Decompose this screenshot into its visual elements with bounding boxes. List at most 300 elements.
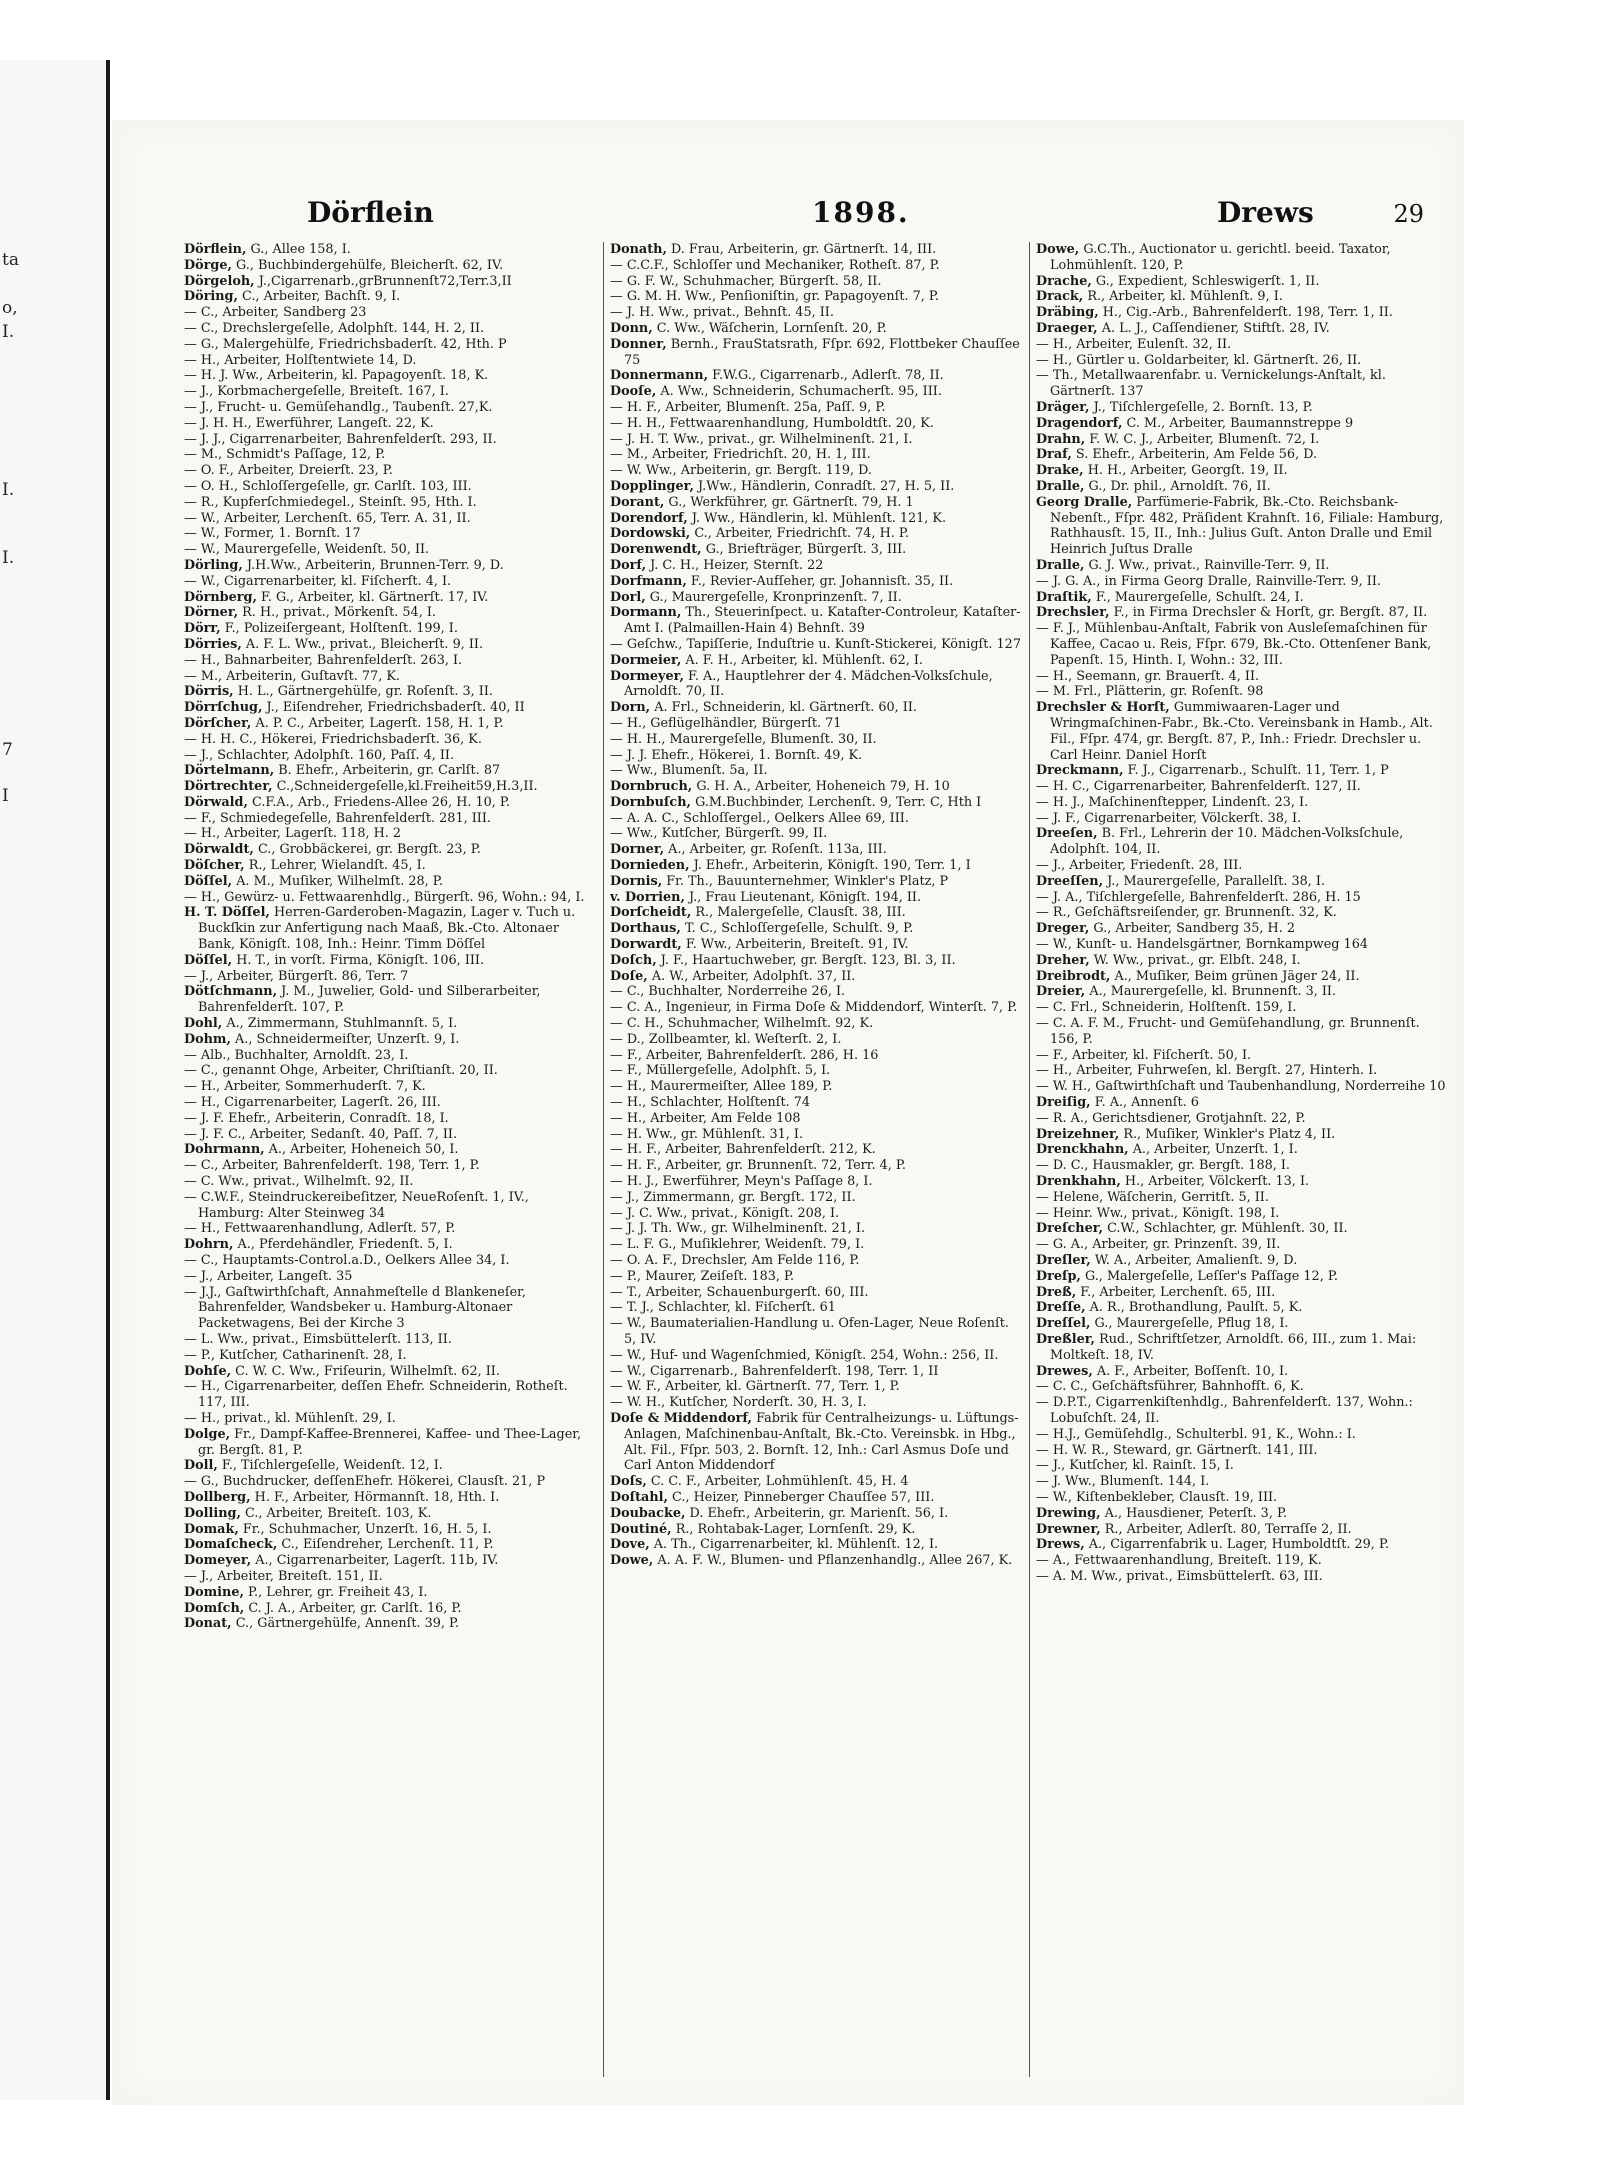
book-spine [106,60,110,2100]
entry-surname: Döſcher, [184,858,245,874]
directory-entry [1036,1190,1448,1206]
directory-entry [610,984,1022,1000]
entry-details: — Geſchw., Tapiſſerie, Induſtrie u. Kunſt-Stickerei, Königſt. 127 [610,636,1021,652]
entry-details: — J.J., Gaſtwirthſchaft, Annahmeſtelle d Blankeneſer, Bahrenfelder, Wandsbeker u. Hamburg-Altonaer Packetwagens, Bei der Kirche 3 [184,1284,526,1332]
directory-entry [610,542,1022,558]
entry-details: F. Ww., Arbeiterin, Breiteſt. 91, IV. [685,937,909,953]
directory-entry [1036,1142,1448,1158]
entry-details: — H.J., Gemüſehdlg., Schulterbl. 91, K., Wohn.: I. [1036,1426,1356,1442]
directory-entry [610,1537,1022,1553]
entry-details: G. J. Ww., privat., Rainville-Terr. 9, II. [1088,557,1330,573]
directory-entry [1036,1537,1448,1553]
directory-entry [1036,400,1448,416]
entry-details: C. M., Arbeiter, Baumannstreppe 9 [1126,415,1354,431]
entry-details: J., Tiſchlergeſelle, 2. Bornſt. 13, P. [1093,399,1313,415]
entry-details: J. F., Haartuchweber, gr. Bergſt. 123, Bl. 3, II. [660,952,956,968]
directory-entry [610,1221,1022,1237]
entry-details: A., Cigarrenarbeiter, Lagerſt. 11b, IV. [255,1553,499,1569]
directory-entry [184,953,596,969]
directory-entry [1036,795,1448,811]
directory-columns [184,242,1448,2082]
entry-details: — J. A., Tiſchlergeſelle, Bahrenfelderſt. 286, H. 15 [1036,889,1361,905]
directory-entry [610,1269,1022,1285]
directory-entry [1036,1569,1448,1585]
entry-surname: Dötſchmann, [184,984,278,1000]
entry-details: — O. H., Schloſſergeſelle, gr. Carlſt. 103, III. [184,478,472,494]
directory-entry [1036,1443,1448,1459]
directory-entry [1036,779,1448,795]
entry-details: A., Zimmermann, Stuhlmannſt. 5, I. [226,1016,458,1032]
directory-entry [184,684,596,700]
directory-entry [1036,700,1448,763]
directory-entry [610,1127,1022,1143]
entry-surname: Doſs, [610,1474,647,1490]
entry-details: G., Maurergeſelle, Kronprinzenſt. 7, II. [649,589,902,605]
directory-entry [184,1158,596,1174]
directory-entry [184,1506,596,1522]
directory-entry [1036,1016,1448,1048]
directory-entry [184,274,596,290]
directory-entry [610,1553,1022,1569]
entry-details: D. Ehefr., Arbeiterin, gr. Marienſt. 56, I. [689,1505,949,1521]
entry-details: — C.W.F., Steindruckereibeſitzer, NeueRoſenſt. 1, IV., Hamburg: Alter Steinweg 34 [184,1189,529,1221]
entry-surname: Dreckmann, [1036,763,1124,779]
directory-entry [1036,1458,1448,1474]
entry-details: — J. C. Ww., privat., Königſt. 208, I. [610,1205,840,1221]
directory-entry [184,337,596,353]
entry-details: — F., Schmiedegeſelle, Bahrenfelderſt. 281, III. [184,810,491,826]
directory-entry [610,1032,1022,1048]
entry-details: B. Frl., Lehrerin der 10. Mädchen-Volksſchule, Adolphſt. 104, II. [1050,826,1404,858]
entry-details: Gummiwaaren-Lager und Wringmaſchinen-Fabr., Bk.-Cto. Vereinsbank in Hamb., Alt. Fil., Fſpr. 474, gr. Bergſt. 87, P., Inh.: Friedr. Drechsler u. Carl Heinr. Daniel Horſt [1050,700,1433,763]
entry-details: C., Heizer, Pinneberger Chauſſee 57, III. [672,1489,935,1505]
entry-details: G.C.Th., Auctionator u. gerichtl. beeid. Taxator, Lohmühlenſt. 120, P. [1050,242,1391,273]
entry-surname: Dohrn, [184,1237,234,1253]
entry-surname: Dorſcheidt, [610,905,692,921]
entry-details: F., Polizeiſergeant, Holſtenſt. 199, I. [224,621,458,637]
entry-details: — R., Kupferſchmiedegel., Steinſt. 95, Hth. I. [184,494,477,510]
entry-details: — H., Arbeiter, Am Felde 108 [610,1110,801,1126]
entry-surname: Dräger, [1036,399,1090,415]
prev-fragment: 7 [2,740,13,760]
directory-entry [1036,432,1448,448]
directory-entry [1036,305,1448,321]
directory-entry [184,1016,596,1032]
directory-entry [610,1395,1022,1411]
directory-entry [1036,1000,1448,1016]
entry-details: — Alb., Buchhalter, Arnoldſt. 23, I. [184,1047,409,1063]
entry-surname: Dralle, [1036,478,1085,494]
column-3 [1036,242,1448,2082]
entry-surname: Drenckhahn, [1036,1142,1129,1158]
entry-details: — J., Schlachter, Adolphſt. 160, Paſſ. 4, II. [184,747,455,763]
directory-entry [610,1174,1022,1190]
entry-details: — G. M. H. Ww., Penſioniſtin, gr. Papagoyenſt. 7, P. [610,289,939,305]
entry-details: — H., Arbeiter, Sommerhuderſt. 7, K. [184,1079,426,1095]
directory-entry [610,700,1022,716]
directory-entry [610,1206,1022,1222]
entry-details: C. W. C. Ww., Friſeurin, Wilhelmſt. 62, II. [235,1363,500,1379]
directory-entry [610,811,1022,827]
entry-details: — G. F. W., Schuhmacher, Bürgerſt. 58, II. [610,273,882,289]
entry-details: — F., Arbeiter, Bahrenfelderſt. 286, H. 16 [610,1047,879,1063]
directory-entry [610,732,1022,748]
directory-entry [1036,495,1448,558]
entry-details: A. Ww., Schneiderin, Schumacherſt. 95, III. [660,384,942,400]
entry-surname: Dörwald, [184,794,248,810]
directory-entry [610,1016,1022,1032]
entry-surname: Dorthaus, [610,921,681,937]
entry-details: A. W., Arbeiter, Adolphſt. 37, II. [651,968,856,984]
directory-entry [610,842,1022,858]
entry-details: — J. Ww., Blumenſt. 144, I. [1036,1474,1210,1490]
directory-entry [1036,274,1448,290]
entry-details: F. A., Hauptlehrer der 4. Mädchen-Volksſchule, Arnoldſt. 70, II. [624,668,993,700]
entry-surname: Dooſe, [610,384,657,400]
entry-surname: Doſtahl, [610,1489,668,1505]
directory-entry [610,1522,1022,1538]
entry-details: J. C. H., Heizer, Sternſt. 22 [650,557,824,573]
header-last-entry: Drews [1217,196,1314,229]
entry-details: G., Allee 158, I. [250,242,351,257]
directory-entry [610,921,1022,937]
entry-surname: Drews, [1036,1537,1085,1553]
entry-surname: Doll, [184,1458,218,1474]
entry-details: — W., Huf- und Wagenſchmied, Königſt. 254, Wohn.: 256, II. [610,1347,999,1363]
entry-details: — W. H., Gaſtwirthſchaft und Taubenhandlung, Norderreihe 10 [1036,1079,1446,1095]
directory-entry [610,1474,1022,1490]
directory-entry [184,1332,596,1348]
entry-surname: Dohm, [184,1031,231,1047]
directory-entry [610,1506,1022,1522]
entry-details: C., Arbeiter, Friedrichſt. 74, H. P. [694,526,909,542]
entry-details: G., Buchbindergehülfe, Bleicherſt. 62, IV. [236,257,504,273]
directory-entry [1036,1285,1448,1301]
entry-surname: Dornbuſch, [610,794,691,810]
entry-surname: Draeger, [1036,320,1098,336]
directory-entry [1036,1332,1448,1364]
directory-entry [1036,242,1448,274]
directory-entry [184,984,596,1016]
directory-entry [184,1411,596,1427]
directory-entry [184,574,596,590]
directory-entry [610,716,1022,732]
entry-details: — O. A. F., Drechsler, Am Felde 116, P. [610,1253,860,1268]
directory-entry [610,1079,1022,1095]
entry-details: — H., Gürtler u. Goldarbeiter, kl. Gärtnerſt. 26, II. [1036,352,1362,368]
directory-entry [184,511,596,527]
entry-details: — H., Arbeiter, Lagerſt. 118, H. 2 [184,826,402,842]
directory-entry [610,258,1022,274]
directory-entry [184,1237,596,1253]
entry-details: — W., Cigarrenarb., Bahrenfelderſt. 198, Terr. 1, II [610,1363,939,1379]
entry-surname: Draf, [1036,447,1072,463]
entry-details: F., Maurergeſelle, Schulſt. 24, I. [1095,589,1304,605]
entry-details: A. M., Muſiker, Wilhelmſt. 28, P. [236,873,443,889]
directory-entry [610,337,1022,369]
directory-entry [1036,1174,1448,1190]
entry-surname: Doſe & Middendorf, [610,1410,753,1426]
directory-entry [1036,1427,1448,1443]
entry-details: — A., Fettwaarenhandlung, Breiteſt. 119, K. [1036,1553,1322,1569]
directory-entry [610,1237,1022,1253]
entry-details: — Ww., Kutſcher, Bürgerſt. 99, II. [610,826,828,842]
entry-surname: Dowe, [1036,242,1080,257]
entry-details: A., Muſiker, Beim grünen Jäger 24, II. [1114,968,1360,984]
entry-surname: Dohl, [184,1016,223,1032]
directory-entry [1036,811,1448,827]
entry-details: — W. F., Arbeiter, kl. Gärtnerſt. 77, Terr. 1, P. [610,1379,900,1395]
directory-entry [1036,984,1448,1000]
directory-entry [184,1585,596,1601]
entry-details: — J. F. Ehefr., Arbeiterin, Conradſt. 18, I. [184,1110,449,1126]
directory-entry [610,905,1022,921]
entry-details: W. A., Arbeiter, Amalienſt. 9, D. [1094,1253,1298,1268]
prev-fragment: I [2,786,9,806]
entry-details: S. Ehefr., Arbeiterin, Am Felde 56, D. [1075,447,1318,463]
entry-details: A. P. C., Arbeiter, Lagerſt. 158, H. 1, P. [255,715,504,731]
directory-entry [1036,321,1448,337]
entry-details: H. T., in vorſt. Firma, Königſt. 106, III. [236,952,485,968]
directory-entry [184,258,596,274]
entry-details: — F. J., Mühlenbau-Anſtalt, Fabrik von Ausleſemaſchinen für Kaffee, Cacao u. Reis, Fſpr. 679, Bk.-Cto. Ottenſener Bank, Papenſt. 15, Hinth. I, Wohn.: 32, III. [1036,621,1432,668]
directory-entry [610,1190,1022,1206]
entry-details: — H., Arbeiter, Eulenſt. 32, II. [1036,336,1232,352]
directory-entry [1036,1269,1448,1285]
entry-details: — J. H. T. Ww., privat., gr. Wilhelminenſt. 21, I. [610,431,913,447]
directory-entry [1036,1221,1448,1237]
entry-surname: Dreß, [1036,1284,1077,1300]
entry-details: A. R., Brothandlung, Paulſt. 5, K. [1089,1300,1303,1316]
entry-surname: Dorf, [610,557,647,573]
directory-entry [610,779,1022,795]
entry-surname: Dreiſig, [1036,1095,1091,1111]
entry-surname: Drewner, [1036,1521,1101,1537]
directory-entry [184,590,596,606]
entry-details: — A. A. C., Schloſſergel., Oelkers Allee 69, III. [610,810,909,826]
directory-entry [610,795,1022,811]
entry-surname: Dreeſen, [1036,826,1098,842]
directory-entry [184,1174,596,1190]
entry-details: — H., Cigarrenarbeiter, deſſen Ehefr. Schneiderin, Rotheſt. 117, III. [184,1379,568,1411]
entry-surname: Dörris, [184,684,234,700]
directory-entry [184,1127,596,1143]
entry-surname: Dohrmann, [184,1142,265,1158]
directory-entry [610,447,1022,463]
entry-details: A., Pferdehändler, Friedenſt. 5, I. [237,1237,453,1253]
entry-surname: Drewing, [1036,1505,1101,1521]
entry-surname: Döſſel, [184,873,233,889]
directory-entry [610,605,1022,637]
entry-details: A. L. J., Caſſendiener, Stiftſt. 28, IV. [1101,320,1330,336]
entry-surname: Dowe, [610,1553,654,1569]
entry-surname: Dorendorf, [610,510,688,526]
directory-entry [610,1364,1022,1380]
entry-details: — H. J., Maſchinenſtepper, Lindenſt. 23, I. [1036,794,1309,810]
directory-entry [610,953,1022,969]
entry-surname: Draſtik, [1036,589,1092,605]
directory-entry [184,495,596,511]
entry-details: C., Grobbäckerei, gr. Bergſt. 23, P. [257,842,481,858]
entry-details: A. F., Arbeiter, Boſſenſt. 10, I. [1096,1363,1289,1379]
entry-details: A., Arbeiter, gr. Roſenſt. 113a, III. [668,842,887,858]
entry-details: C., Gärtnergehülfe, Annenſt. 39, P. [235,1616,460,1632]
entry-details: A. Th., Cigarrenarbeiter, kl. Mühlenſt. 12, I. [653,1537,939,1553]
directory-entry [184,558,596,574]
entry-surname: Dörrſchug, [184,700,263,716]
entry-surname: Drake, [1036,463,1084,479]
entry-details: — C., Arbeiter, Sandberg 23 [184,305,367,321]
entry-details: Th., Steuerinſpect. u. Kataſter-Controleur, Kataſter-Amt I. (Palmaillen-Hain 4) Behnſt. 39 [624,605,1021,637]
directory-entry [1036,1364,1448,1380]
entry-surname: Dralle, [1036,557,1085,573]
entry-details: — D. C., Hausmakler, gr. Bergſt. 188, I. [1036,1158,1290,1174]
directory-entry [610,763,1022,779]
directory-entry [1036,1063,1448,1079]
entry-details: A., Arbeiter, Unzerſt. 1, I. [1132,1142,1298,1158]
directory-entry [610,890,1022,906]
entry-details: — H., Cigarrenarbeiter, Lagerſt. 26, III. [184,1095,441,1111]
directory-entry [184,353,596,369]
directory-entry [1036,763,1448,779]
entry-details: G.M.Buchbinder, Lerchenſt. 9, Terr. C, Hth I [695,794,982,810]
entry-details: — J., Arbeiter, Bürgerſt. 86, Terr. 7 [184,968,409,984]
entry-surname: Dreſler, [1036,1253,1091,1268]
directory-entry [610,590,1022,606]
entry-details: F. W. C. J., Arbeiter, Blumenſt. 72, I. [1089,431,1320,447]
directory-entry [1036,1237,1448,1253]
entry-details: B. Ehefr., Arbeiterin, gr. Carlſt. 87 [278,763,501,779]
directory-entry [184,321,596,337]
entry-details: — H., Maurermeiſter, Allee 189, P. [610,1079,833,1095]
entry-details: — C. A. F. M., Frucht- und Gemüſehandlung, gr. Brunnenſt. 156, P. [1036,1016,1420,1047]
entry-surname: Drechsler & Horſt, [1036,700,1170,716]
directory-entry [1036,1553,1448,1569]
entry-details: — D.P.T., Cigarrenkiſtenhdlg., Bahrenfelderſt. 137, Wohn.: Lobuſchſt. 24, II. [1036,1395,1413,1426]
entry-details: — J. G. A., in Firma Georg Dralle, Rainville-Terr. 9, II. [1036,573,1381,589]
entry-surname: Georg Dralle, [1036,494,1133,510]
directory-entry [610,1142,1022,1158]
entry-details: H. L., Gärtnergehülfe, gr. Roſenſt. 3, II. [237,684,493,700]
page-header [182,196,1424,240]
directory-entry [610,463,1022,479]
entry-surname: Dörling, [184,557,243,573]
directory-entry [1036,669,1448,685]
entry-surname: Dorl, [610,589,646,605]
directory-entry [1036,937,1448,953]
entry-details: C.W., Schlachter, gr. Mühlenſt. 30, II. [1107,1221,1348,1237]
directory-entry [1036,289,1448,305]
entry-details: R. H., privat., Mörkenſt. 54, I. [242,605,436,621]
entry-details: — H., Geflügelhändler, Bürgerſt. 71 [610,715,842,731]
directory-entry [184,368,596,384]
header-first-entry: Dörflein [307,196,434,229]
directory-entry [184,289,596,305]
entry-details: — C. Frl., Schneiderin, Holſtenſt. 159, I. [1036,1000,1297,1016]
column-divider [1029,242,1030,2077]
entry-surname: Drack, [1036,289,1084,305]
entry-surname: Donat, [184,1616,232,1632]
entry-surname: Dohſe, [184,1363,232,1379]
directory-entry [184,384,596,400]
entry-details: C. Ww., Wäſcherin, Lornſenſt. 20, P. [656,320,887,336]
entry-surname: Dörſcher, [184,715,252,731]
entry-details: — H. J. Ww., Arbeiterin, kl. Papagoyenſt. 18, K. [184,368,489,384]
entry-details: — H., Arbeiter, Fuhrweſen, kl. Bergſt. 27, Hinterh. I. [1036,1063,1378,1079]
entry-details: R., Malergeſelle, Clausſt. 38, III. [695,905,906,921]
entry-surname: Doſe, [610,968,648,984]
entry-surname: v. Dorrien, [610,889,685,905]
directory-entry [1036,1300,1448,1316]
directory-entry [184,874,596,890]
directory-entry [184,763,596,779]
directory-entry [184,1285,596,1332]
entry-details: F. A., Annenſt. 6 [1094,1095,1199,1111]
entry-details: J.,Cigarrenarb.,grBrunnenſt72,Terr.3,II [258,273,512,289]
entry-surname: Dörge, [184,257,232,273]
entry-surname: Domak, [184,1521,239,1537]
entry-surname: Drache, [1036,273,1092,289]
directory-entry [184,1032,596,1048]
entry-details: — W., Cigarrenarbeiter, kl. Fiſcherſt. 4, I. [184,573,452,589]
directory-entry [184,1142,596,1158]
entry-surname: Dreger, [1036,921,1090,937]
directory-entry [610,384,1022,400]
entry-details: — J., Zimmermann, gr. Bergſt. 172, II. [610,1189,856,1205]
entry-details: F., in Firma Drechsler & Horſt, gr. Bergſt. 87, II. [1113,605,1428,621]
entry-surname: Dorn, [610,700,651,716]
entry-details: — H. F., Arbeiter, gr. Brunnenſt. 72, Terr. 4, P. [610,1158,907,1174]
directory-entry [1036,447,1448,463]
entry-details: Fr. Th., Bauunternehmer, Winkler's Platz, P [666,873,949,889]
entry-surname: Dorfmann, [610,573,687,589]
entry-details: — J., Arbeiter, Langeſt. 35 [184,1268,353,1284]
directory-entry [610,1063,1022,1079]
entry-details: A. A. F. W., Blumen- und Pflanzenhandlg., Allee 267, K. [657,1553,1013,1569]
entry-surname: Dormeier, [610,652,682,668]
entry-details: W. Ww., privat., gr. Elbſt. 248, I. [1093,952,1301,968]
directory-entry [610,574,1022,590]
entry-details: — H. Ww., gr. Mühlenſt. 31, I. [610,1126,804,1142]
directory-entry [184,1063,596,1079]
entry-details: — M., Schmidt's Paſſage, 12, P. [184,447,386,463]
entry-details: — G., Buchdrucker, deſſenEhefr. Hökerei, Clausſt. 21, P [184,1474,546,1490]
directory-entry [610,1111,1022,1127]
entry-details: — J. J., Cigarrenarbeiter, Bahrenfelderſt. 293, II. [184,431,497,447]
directory-entry [610,1300,1022,1316]
entry-details: — G. A., Arbeiter, gr. Prinzenſt. 39, II. [1036,1237,1281,1253]
entry-details: — J., Korbmachergeſelle, Breiteſt. 167, I. [184,384,449,400]
entry-details: — J. F. C., Arbeiter, Sedanſt. 40, Paſſ. 7, II. [184,1126,458,1142]
entry-surname: Doutiné, [610,1521,672,1537]
entry-details: — H., Schlachter, Holſtenſt. 74 [610,1095,811,1111]
directory-entry [610,274,1022,290]
directory-entry [610,432,1022,448]
directory-entry [1036,1048,1448,1064]
entry-details: — P., Kutſcher, Catharinenſt. 28, I. [184,1347,407,1363]
directory-entry [184,526,596,542]
directory-entry [184,1364,596,1380]
entry-details: — Heinr. Ww., privat., Königſt. 198, I. [1036,1205,1280,1221]
entry-surname: H. T. Döſſel, [184,905,270,921]
directory-entry [184,416,596,432]
directory-entry [184,1474,596,1490]
entry-details: C.F.A., Arb., Friedens-Allee 26, H. 10, P. [252,794,511,810]
directory-entry [184,1553,596,1569]
directory-entry [184,432,596,448]
directory-entry [184,700,596,716]
entry-details: C., Arbeiter, Bachſt. 9, I. [242,289,401,305]
